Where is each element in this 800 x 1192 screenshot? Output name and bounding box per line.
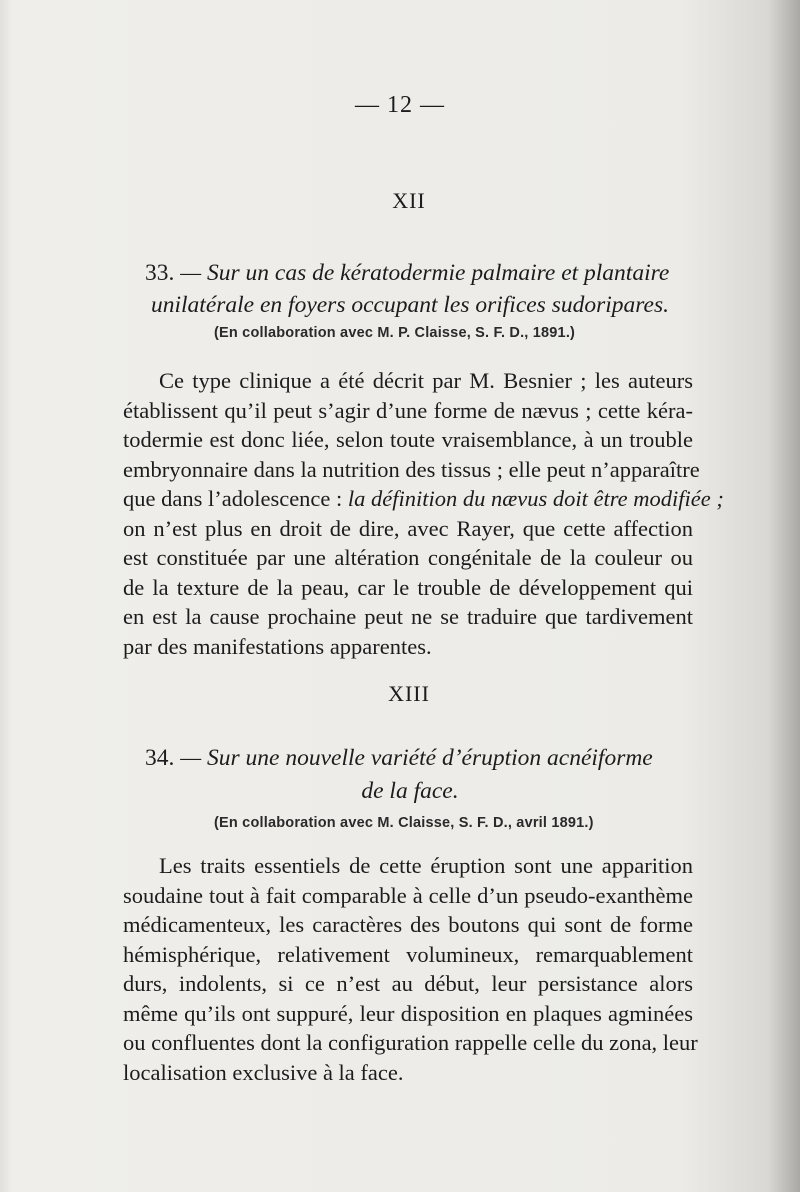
paragraph-line: durs, indolents, si ce n’est au début, leur persistance alors	[123, 971, 693, 996]
emphasized-text: la définition du nævus doit être modifiée ;	[347, 486, 724, 511]
entry-33-collaboration: (En collaboration avec M. P. Claisse, S. F. D., 1891.)	[214, 325, 576, 341]
paragraph-line: hémisphérique, relativement volumineux, remarquablement	[123, 941, 693, 967]
entry-33-title-line1: — Sur un cas de kératodermie palmaire et plantaire	[180, 260, 670, 286]
paragraph-line: localisation exclusive à la face.	[123, 1059, 404, 1085]
paragraph-line: embryonnaire dans la nutrition des tissus ; elle peut n’apparaître	[123, 456, 700, 482]
entry-34-number: 34.	[145, 745, 175, 771]
entry-34-title-line1: — Sur une nouvelle variété d’éruption acnéiforme	[180, 745, 653, 771]
entry-34-collaboration: (En collaboration avec M. Claisse, S. F. D., avril 1891.)	[214, 815, 594, 831]
paragraph-line: même qu’ils ont suppuré, leur disposition en plaques agminées	[123, 1000, 693, 1026]
paragraph-line: on n’est plus en droit de dire, avec Rayer, que cette affection	[123, 515, 693, 541]
paragraph-line: Ce type clinique a été décrit par M. Besnier ; les auteurs	[159, 368, 693, 393]
page-number: — 12 —	[355, 92, 445, 118]
entry-33-paragraph	[123, 366, 724, 661]
paragraph-line-mixed	[123, 484, 724, 514]
entry-33-title	[145, 257, 705, 289]
entry-34-title-line2: de la face.	[361, 778, 459, 804]
paragraph-line: soudaine tout à fait comparable à celle d’un pseudo-exanthème	[123, 882, 693, 908]
paragraph-line: établissent qu’il peut s’agir d’une forme de nævus ; cette kéra-	[123, 397, 693, 423]
paragraph-line: ou confluentes dont la configuration rappelle celle du zona, leur	[123, 1030, 698, 1055]
paragraph-line: de la texture de la peau, car le trouble de développement qui	[123, 574, 693, 600]
entry-33-number: 33.	[145, 260, 175, 286]
section-roman-numeral-xiii: XIII	[388, 681, 430, 706]
paragraph-line: Les traits essentiels de cette éruption sont une apparition	[159, 853, 693, 878]
entry-34-paragraph	[123, 851, 698, 1087]
paragraph-text: que dans l’adolescence :	[123, 486, 343, 511]
paragraph-line: todermie est donc liée, selon toute vraisemblance, à un trouble	[123, 427, 693, 452]
paragraph-line: est constituée par une altération congénitale de la couleur ou	[123, 545, 693, 570]
entry-34-title	[145, 742, 705, 774]
paragraph-line: en est la cause prochaine peut ne se traduire que tardivement	[123, 604, 693, 629]
entry-33-title-line2: unilatérale en foyers occupant les orifices sudoripares.	[150, 292, 669, 318]
paragraph-line: médicamenteux, les caractères des boutons qui sont de forme	[123, 912, 693, 937]
section-roman-numeral-xii: XII	[392, 188, 426, 213]
paragraph-line: par des manifestations apparentes.	[123, 633, 432, 659]
